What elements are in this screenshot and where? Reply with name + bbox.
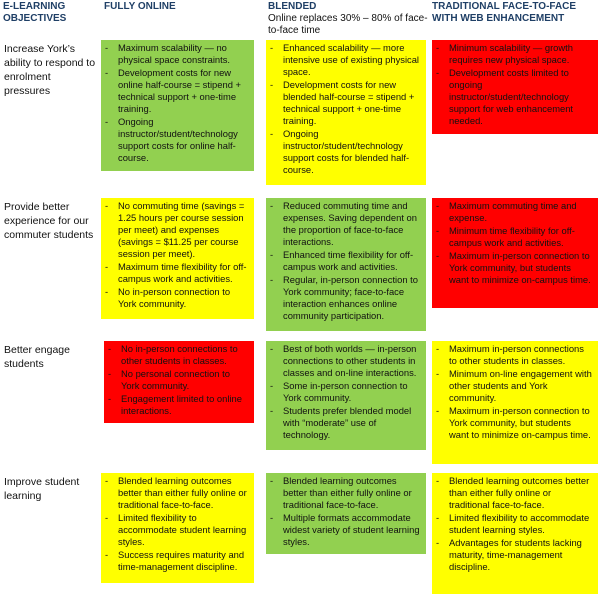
bullet-item: - Maximum in-person connections to other students in classes. xyxy=(435,343,593,367)
bullet-item: - Minimum on-line engagement with other students and York community. xyxy=(435,368,593,404)
bullet-item: - Development costs for new online half-course = stipend + technical support + one-time training. xyxy=(104,67,249,115)
bullet-list xyxy=(269,343,421,441)
bullet-item: - No in-person connections to other students in classes. xyxy=(107,343,249,367)
cell-online-enrolment xyxy=(101,40,254,171)
bullet-item: - Students prefer blended model with “moderate” use of technology. xyxy=(269,405,421,441)
bullet-item: - No in-person connection to York community. xyxy=(104,286,249,310)
bullet-list xyxy=(104,475,249,573)
bullet-item: - Multiple formats accommodate widest variety of student learning styles. xyxy=(269,512,421,548)
bullet-list xyxy=(269,475,421,548)
bullet-item: - Ongoing instructor/student/technology support costs for blended half-course. xyxy=(269,128,421,176)
cell-blended-learning xyxy=(266,473,426,554)
bullet-item: - Some in-person connection to York community. xyxy=(269,380,421,404)
cell-online-engage xyxy=(104,341,254,423)
bullet-item: - Development costs limited to ongoing instructor/student/technology support for web enhancement needed. xyxy=(435,67,593,127)
bullet-item: - Blended learning outcomes better than either fully online or traditional face-to-face. xyxy=(104,475,249,511)
bullet-item: - Minimum time flexibility for off-campus work and activities. xyxy=(435,225,593,249)
cell-traditional-learning xyxy=(432,473,598,594)
header-objectives: E-LEARNING OBJECTIVES xyxy=(3,1,67,24)
bullet-item: - Limited flexibility to accommodate student learning styles. xyxy=(435,512,593,536)
bullet-item: - Success requires maturity and time-management discipline. xyxy=(104,549,249,573)
header-fully-online: FULLY ONLINE xyxy=(104,1,176,12)
cell-traditional-enrolment xyxy=(432,40,598,134)
bullet-list xyxy=(107,343,249,417)
bullet-item: - Maximum in-person connection to York community, but students want to minimize on-campus time. xyxy=(435,405,593,441)
bullet-item: - Enhanced time flexibility for off-campus work and activities. xyxy=(269,249,421,273)
row-label-commuter: Provide better experience for our commuter students xyxy=(4,201,94,241)
row-label-enrolment: Increase York’s ability to respond to enrolment pressures xyxy=(4,43,96,97)
bullet-item: - Maximum commuting time and expense. xyxy=(435,200,593,224)
bullet-item: - Engagement limited to online interactions. xyxy=(107,393,249,417)
bullet-item: - No personal connection to York community. xyxy=(107,368,249,392)
cell-online-commuter xyxy=(101,198,254,319)
cell-blended-engage xyxy=(266,341,426,450)
row-label-learning: Improve student learning xyxy=(4,476,80,502)
row-label-engage: Better engage students xyxy=(4,344,70,370)
cell-traditional-engage xyxy=(432,341,598,464)
header-blended-subtitle: Online replaces 30% – 80% of face-to-face time xyxy=(268,13,428,36)
bullet-list xyxy=(269,200,421,322)
bullet-list xyxy=(435,42,593,127)
bullet-list xyxy=(104,42,249,164)
bullet-list xyxy=(269,42,421,176)
bullet-item: - Maximum in-person connection to York community, but students want to minimize on-campus time. xyxy=(435,250,593,286)
bullet-list xyxy=(104,200,249,310)
bullet-item: - Blended learning outcomes better than either fully online or traditional face-to-face. xyxy=(435,475,593,511)
bullet-item: - Limited flexibility to accommodate student learning styles. xyxy=(104,512,249,548)
bullet-list xyxy=(435,343,593,441)
bullet-item: - Blended learning outcomes better than either fully online or traditional face-to-face. xyxy=(269,475,421,511)
cell-traditional-commuter xyxy=(432,198,598,308)
bullet-item: - Best of both worlds — in-person connections to other students in classes and on-line interactions. xyxy=(269,343,421,379)
bullet-item: - Enhanced scalability — more intensive use of existing physical space. xyxy=(269,42,421,78)
bullet-list xyxy=(435,475,593,573)
bullet-item: - Advantages for students lacking maturity, time-management discipline. xyxy=(435,537,593,573)
cell-blended-commuter xyxy=(266,198,426,331)
bullet-item: - Minimum scalability — growth requires new physical space. xyxy=(435,42,593,66)
bullet-item: - Development costs for new blended half-course = stipend + technical support + one-time training. xyxy=(269,79,421,127)
cell-blended-enrolment xyxy=(266,40,426,185)
header-blended: BLENDED xyxy=(268,1,317,12)
bullet-item: - No commuting time (savings = 1.25 hours per course session per meet) and expenses (savings = $11.25 per course session per meet). xyxy=(104,200,249,260)
bullet-item: - Reduced commuting time and expenses. Saving dependent on the proportion of face-to-face interactions. xyxy=(269,200,421,248)
cell-online-learning xyxy=(101,473,254,583)
bullet-item: - Maximum time flexibility for off-campus work and activities. xyxy=(104,261,249,285)
bullet-list xyxy=(435,200,593,286)
bullet-item: - Regular, in-person connection to York community; face-to-face interaction enhances online community participation. xyxy=(269,274,421,322)
bullet-item: - Ongoing instructor/student/technology support costs for online half-course. xyxy=(104,116,249,164)
bullet-item: - Maximum scalability — no physical space constraints. xyxy=(104,42,249,66)
header-traditional: TRADITIONAL FACE-TO-FACE WITH WEB ENHANCEMENT xyxy=(432,1,577,24)
